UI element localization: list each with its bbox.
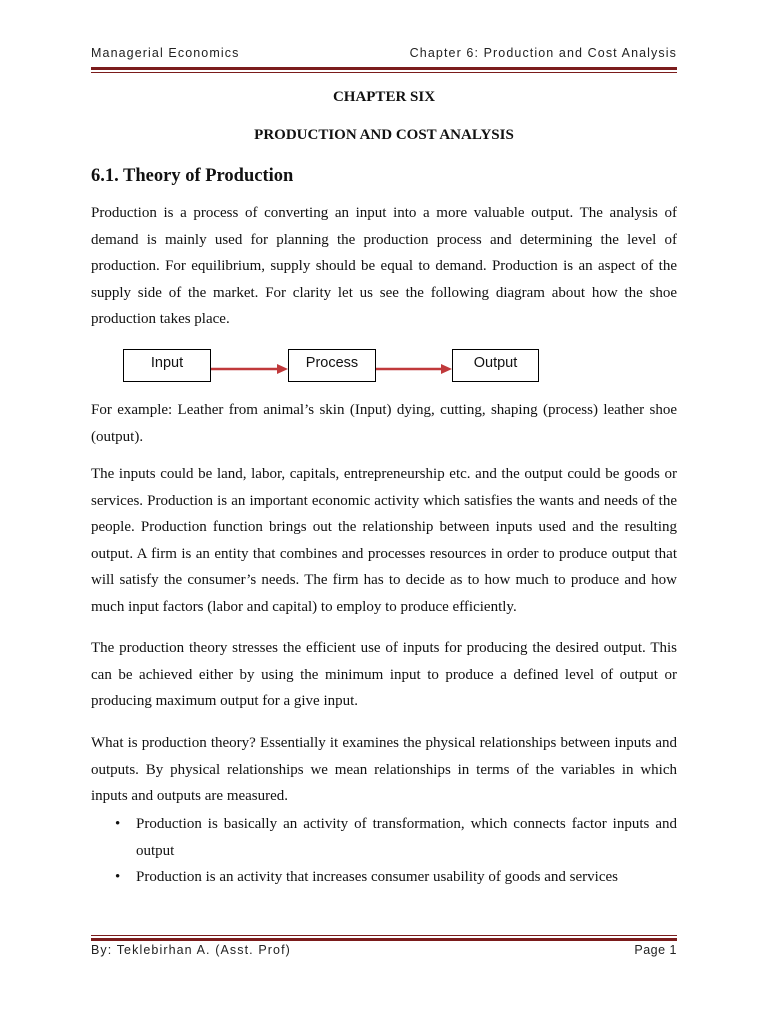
- header-book-title: Managerial Economics: [91, 46, 240, 60]
- diagram-output-label: Output: [473, 355, 518, 371]
- bullet-item: [91, 811, 677, 864]
- diagram-process-box: [288, 349, 376, 382]
- diagram-input-label: Input: [150, 355, 184, 371]
- header-chapter-title: Chapter 6: Production and Cost Analysis: [409, 46, 677, 60]
- section-heading: 6.1. Theory of Production: [91, 166, 294, 186]
- diagram-process-label: Process: [305, 355, 359, 371]
- arrow-input-to-process: [211, 362, 289, 376]
- page-header: [91, 46, 677, 66]
- diagram-output-box: [452, 349, 539, 382]
- header-rule-thick: [91, 67, 677, 70]
- header-rule-thin: [91, 72, 677, 73]
- bullet-text: Production is basically an activity of transformation, which connects factor inputs and output: [136, 816, 677, 859]
- arrow-process-to-output: [376, 362, 453, 376]
- chapter-number: CHAPTER SIX: [332, 89, 436, 105]
- chapter-title: PRODUCTION AND COST ANALYSIS: [254, 127, 514, 143]
- paragraph-example: For example: Leather from animal’s skin (Input) dying, cutting, shaping (process) leather shoe (output).: [91, 402, 677, 445]
- footer-rule-thick: [91, 938, 677, 941]
- paragraph-production-theory: The production theory stresses the efficient use of inputs for producing the desired output. This can be achieved either by using the minimum input to produce a defined level of output or producing maximum output for a give input.: [91, 640, 677, 709]
- page-footer: [91, 943, 677, 963]
- footer-rule-thin: [91, 935, 677, 936]
- diagram-input-box: [123, 349, 211, 382]
- footer-author: By: Teklebirhan A. (Asst. Prof): [91, 943, 291, 957]
- bullet-item: [91, 864, 677, 891]
- paragraph-inputs: The inputs could be land, labor, capitals, entrepreneurship etc. and the output could be goods or services. Production is an important economic activity which satisfies the wants and needs of the people. Production function brings out the relationship between inputs used and the resulting output. A firm is an entity that combines and processes resources in order to produce output that will satisfy the consumer’s needs. The firm has to decide as to how much to produce and how much input factors (labor and capital) to employ to produce efficiently.: [91, 466, 677, 615]
- bullet-list: [91, 811, 677, 891]
- paragraph-what-is-theory: What is production theory? Essentially it examines the physical relationships between inputs and outputs. By physical relationships we mean relationships in terms of the variables in which inputs and outputs are measured.: [91, 735, 677, 804]
- bullet-dot-icon: •: [115, 869, 121, 885]
- footer-page-number: Page 1: [634, 943, 677, 957]
- bullet-text: Production is an activity that increases consumer usability of goods and services: [136, 869, 618, 885]
- paragraph-intro: Production is a process of converting an input into a more valuable output. The analysis of demand is mainly used for planning the production process and determining the level of production. For equilibrium, supply should be equal to demand. Production is an aspect of the supply side of the market. For clarity let us see the following diagram about how the shoe production takes place.: [91, 205, 677, 327]
- bullet-dot-icon: •: [115, 816, 121, 832]
